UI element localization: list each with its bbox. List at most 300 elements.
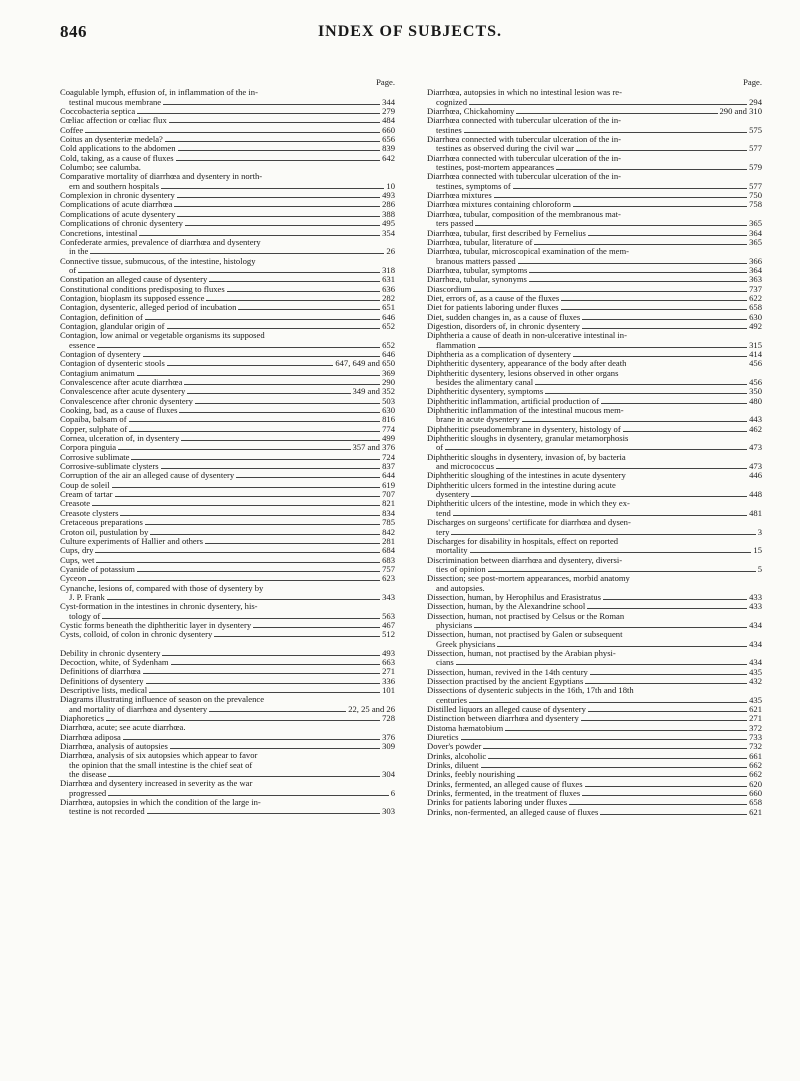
entry-page-ref: 364: [749, 227, 762, 238]
page-header: [60, 22, 760, 42]
dot-leader: [209, 711, 346, 712]
entry-continuation: testines as observed during the civil war: [436, 143, 574, 154]
index-entry: [427, 481, 762, 500]
entry-text: Corrosive sublimate: [60, 451, 130, 462]
entry-page-ref: 15: [753, 545, 762, 556]
entry-text: Cynanche, lesions of, compared with those of dysentery by: [60, 582, 264, 593]
entry-text: Cretaceous preparations: [60, 517, 143, 528]
dot-leader: [177, 216, 380, 217]
entry-text: Diarrhœa, analysis of six autopsies which appear to favor: [60, 750, 258, 761]
entry-page-ref: 304: [382, 769, 395, 780]
entry-text: Diphtheritic inflammation of the intestinal mucous mem-: [427, 405, 624, 416]
entry-text: Diarrhœa, tubular, microscopical examination of the mem-: [427, 246, 630, 257]
dot-leader: [181, 440, 380, 441]
dot-leader: [171, 664, 381, 665]
entry-text: Diet, errors of, as a cause of the fluxes: [427, 292, 560, 303]
dot-leader: [78, 272, 380, 273]
entry-continuation: progressed: [69, 787, 107, 798]
dot-leader: [150, 534, 380, 535]
dot-leader: [601, 403, 747, 404]
dot-leader: [561, 309, 748, 310]
dot-leader: [494, 197, 747, 198]
entry-page-ref: 619: [382, 479, 395, 490]
entry-page-ref: 10: [386, 180, 395, 191]
entry-text: Coffee: [60, 124, 84, 135]
entry-page-ref: 621: [749, 806, 762, 817]
dot-leader: [474, 627, 747, 628]
entry-text: Cream of tartar: [60, 489, 113, 500]
entry-text: Cold, taking, as a cause of fluxes: [60, 152, 174, 163]
entry-continuation: branous matters passed: [436, 255, 516, 266]
dot-leader: [147, 813, 380, 814]
dot-leader: [102, 618, 380, 619]
entry-page-ref: 434: [749, 657, 762, 668]
entry-text: Dissections of dysenteric subjects in the 16th, 17th and 18th: [427, 685, 634, 696]
dot-leader: [585, 683, 747, 684]
entry-page-ref: 683: [382, 554, 395, 565]
dot-leader: [108, 776, 380, 777]
entry-page-ref: 363: [749, 274, 762, 285]
entry-text: Debility in chronic dysentery: [60, 647, 161, 658]
dot-leader: [139, 235, 380, 236]
entry-continuation: and autopsies.: [436, 582, 485, 593]
entry-page-ref: 658: [749, 302, 762, 313]
entry-page-ref: 630: [382, 405, 395, 416]
entry-page-ref: 660: [749, 788, 762, 799]
entry-text: Diarrhœa, acute; see acute diarrhœa.: [60, 722, 186, 733]
entry-page-ref: 493: [382, 190, 395, 201]
index-entry: [427, 453, 762, 472]
entry-text: Contagion, definition of: [60, 311, 143, 322]
index-entry: [60, 537, 395, 546]
entry-text: Cornea, ulceration of, in dysentery: [60, 433, 180, 444]
dot-leader: [600, 814, 747, 815]
entry-page-ref: 318: [382, 264, 395, 275]
entry-page-ref: 432: [749, 676, 762, 686]
dot-leader: [573, 206, 747, 207]
entry-continuation: the opinion that the small intestine is the chief seat of: [69, 759, 253, 770]
entry-page-ref: 456: [749, 377, 762, 387]
entry-page-ref: 636: [382, 283, 395, 294]
entry-text: Diarrhœa, tubular, first described by Fernelius: [427, 227, 586, 238]
entry-text: Culture experiments of Hallier and others: [60, 535, 203, 546]
entry-page-ref: 315: [749, 339, 762, 350]
entry-text: Contagion, bioplasm its supposed essence: [60, 292, 205, 303]
dot-leader: [129, 421, 381, 422]
entry-page-ref: 290 and 310: [719, 106, 762, 117]
dot-leader: [85, 132, 380, 133]
entry-continuation: of: [69, 264, 77, 275]
entry-text: Drinks, diluent: [427, 760, 479, 771]
entry-text: Diphtheritic sloughs in dysentery, granular metamorphosis: [427, 433, 629, 444]
page-number: 846: [60, 22, 87, 41]
dot-leader: [108, 795, 388, 796]
entry-page-ref: 435: [749, 694, 762, 705]
entry-page-ref: 443: [749, 414, 762, 425]
index-entry: [427, 275, 762, 284]
entry-text: Columbo; see calumba.: [60, 162, 141, 173]
entry-text: Contagion of dysentery: [60, 348, 141, 359]
entry-text: Diarrhœa mixtures containing chloroform: [427, 199, 571, 210]
index-entry: [60, 546, 395, 555]
entry-page-ref: 414: [749, 348, 762, 359]
index-entry: [427, 247, 762, 266]
dot-leader: [545, 393, 747, 394]
dot-leader: [145, 319, 380, 320]
entry-page-ref: 732: [749, 741, 762, 752]
entry-page-ref: 492: [749, 320, 762, 331]
dot-leader: [179, 412, 380, 413]
entry-text: Dissection, human, not practised by Celsus or the Roman: [427, 610, 625, 621]
entry-page-ref: 758: [749, 199, 762, 210]
entry-page-ref: 3: [757, 526, 762, 537]
entry-text: Coagulable lymph, effusion of, in inflammation of the in-: [60, 87, 258, 98]
entry-page-ref: 480: [749, 395, 762, 406]
index-entry: [427, 331, 762, 350]
index-entry: [60, 779, 395, 798]
dot-leader: [137, 375, 380, 376]
index-entry: [427, 406, 762, 425]
entry-page-ref: 349 and 352: [352, 386, 395, 397]
entry-text: Contagium animatum: [60, 367, 135, 378]
entry-text: Corruption of the air an alleged cause of dysentery: [60, 470, 235, 481]
entry-page-ref: 271: [749, 713, 762, 724]
entry-page-ref: 563: [382, 610, 395, 621]
index-entry: [427, 116, 762, 135]
entry-text: Dissection, human, not practised by Galen or subsequent: [427, 629, 623, 640]
entry-text: Coup de soleil: [60, 479, 110, 490]
entry-page-ref: 621: [749, 704, 762, 715]
index-entry: [60, 630, 395, 639]
entry-text: Complications of acute dysentery: [60, 208, 176, 219]
entry-continuation: testinal mucous membrane: [69, 96, 162, 107]
entry-continuation: ters passed: [436, 218, 474, 229]
entry-text: Convalescence after acute diarrhœa: [60, 377, 183, 387]
dot-leader: [137, 571, 380, 572]
entry-page-ref: 448: [749, 489, 762, 500]
index-entry: [427, 574, 762, 593]
entry-text: Drinks, alcoholic: [427, 750, 487, 761]
dot-leader: [473, 291, 747, 292]
dot-leader: [585, 786, 748, 787]
dot-leader: [518, 263, 747, 264]
dot-leader: [149, 692, 380, 693]
entry-page-ref: 350: [749, 386, 762, 397]
entry-text: Diarrhœa, tubular, composition of the membranous mat-: [427, 208, 621, 219]
index-entry: [427, 686, 762, 705]
dot-leader: [115, 496, 381, 497]
entry-continuation: of: [436, 442, 444, 453]
entry-text: Corrosive-sublimate clysters: [60, 461, 159, 472]
dot-leader: [587, 608, 747, 609]
index-entry: [427, 154, 762, 173]
entry-page-ref: 647, 649 and 650: [335, 358, 395, 369]
dot-leader: [167, 328, 381, 329]
entry-text: Diaphoretics: [60, 713, 104, 724]
entry-text: Corpora pinguia: [60, 442, 117, 453]
dot-leader: [131, 459, 380, 460]
index-entry: [427, 724, 762, 733]
entry-page-ref: 473: [749, 442, 762, 453]
dot-leader: [464, 132, 747, 133]
dot-leader: [582, 328, 747, 329]
entry-page-ref: 495: [382, 218, 395, 229]
entry-continuation: Greek physicians: [436, 638, 496, 649]
entry-text: Contagion, glandular origin of: [60, 320, 165, 331]
page-column-label: Page.: [376, 77, 395, 87]
entry-text: Drinks, fermented, an alleged cause of fluxes: [427, 778, 583, 789]
dot-leader: [238, 309, 380, 310]
entry-page-ref: 757: [382, 563, 395, 574]
dot-leader: [623, 431, 747, 432]
entry-continuation: and micrococcus: [436, 461, 494, 472]
index-entry: [60, 751, 395, 779]
dot-leader: [112, 487, 380, 488]
entry-page-ref: 642: [382, 152, 395, 163]
entry-text: Discharges on surgeons' certificate for diarrhœa and dysen-: [427, 517, 631, 528]
entry-page-ref: 365: [749, 236, 762, 247]
entry-page-ref: 357 and 376: [352, 442, 395, 453]
dot-leader: [517, 776, 747, 777]
entry-page-ref: 684: [382, 545, 395, 556]
entry-text: Cups, wet: [60, 554, 95, 565]
index-entry: [427, 210, 762, 229]
entry-text: Complications of acute diarrhœa: [60, 199, 173, 210]
entry-text: Copper, sulphate of: [60, 423, 128, 434]
dot-leader: [529, 272, 747, 273]
entry-text: Drinks, fermented, in the treatment of fluxes: [427, 788, 581, 799]
index-entry: [60, 331, 395, 350]
dot-leader: [453, 515, 747, 516]
entry-text: Confederate armies, prevalence of diarrhœa and dysentery: [60, 236, 261, 247]
entry-text: Dissection, human, not practised by the Arabian physi-: [427, 647, 616, 658]
entry-text: Contagion of dysenteric stools: [60, 358, 165, 369]
dot-leader: [497, 646, 747, 647]
dot-leader: [581, 720, 747, 721]
entry-page-ref: 435: [749, 666, 762, 677]
entry-page-ref: 728: [382, 713, 395, 724]
index-entry: [427, 808, 762, 817]
entry-text: Definitions of diarrhœa: [60, 666, 141, 677]
index-entry: [60, 584, 395, 603]
dot-leader: [478, 347, 747, 348]
entry-page-ref: 733: [749, 732, 762, 743]
dot-leader: [582, 319, 747, 320]
dot-leader: [561, 300, 747, 301]
entry-page-ref: 446: [749, 470, 762, 481]
index-entry: [427, 630, 762, 649]
entry-page-ref: 462: [749, 423, 762, 434]
entry-page-ref: 26: [386, 246, 395, 257]
entry-text: Cooking, bad, as a cause of fluxes: [60, 405, 178, 416]
entry-text: Drinks, non-fermented, an alleged cause of fluxes: [427, 806, 599, 817]
dot-leader: [573, 356, 747, 357]
entry-page-ref: 623: [382, 573, 395, 584]
entry-text: Descriptive lists, medical: [60, 685, 148, 695]
entry-page-ref: 294: [749, 96, 762, 107]
dot-leader: [227, 291, 380, 292]
entry-text: Diagrams illustrating influence of season on the prevalence: [60, 694, 265, 705]
entry-text: Diphtheritic dysentery, lesions observed in other organs: [427, 367, 619, 378]
entry-text: Cœliac affection or cœliac flux: [60, 115, 167, 126]
index-entry: [427, 172, 762, 191]
index-entry: [427, 499, 762, 518]
dot-leader: [206, 300, 380, 301]
entry-text: Diet for patients laboring under fluxes: [427, 302, 559, 313]
entry-page-ref: 481: [749, 507, 762, 518]
entry-text: Distoma hæmatobium: [427, 722, 504, 733]
dot-leader: [123, 739, 380, 740]
entry-page-ref: 839: [382, 143, 395, 154]
dot-leader: [456, 664, 747, 665]
entry-page-ref: 652: [382, 320, 395, 331]
dot-leader: [522, 421, 747, 422]
entry-text: Diphtheria as a complication of dysentery: [427, 348, 571, 359]
entry-text: Diarrhœa, autopsies in which no intestinal lesion was re-: [427, 87, 622, 98]
entry-page-ref: 662: [749, 769, 762, 780]
dot-leader: [161, 188, 384, 189]
dot-leader: [176, 160, 381, 161]
entry-text: Diarrhœa connected with tubercular ulceration of the in-: [427, 134, 621, 145]
entry-page-ref: 737: [749, 283, 762, 294]
entry-continuation: ties of opinion: [436, 563, 486, 574]
entry-page-ref: 577: [749, 143, 762, 154]
index-entry: [60, 471, 395, 480]
entry-page-ref: 6: [390, 787, 395, 798]
entry-text: Diarrhœa, analysis of autopsies: [60, 741, 168, 752]
dot-leader: [590, 674, 747, 675]
dot-leader: [195, 403, 380, 404]
dot-leader: [534, 244, 747, 245]
entry-page-ref: 631: [382, 274, 395, 285]
entry-text: Diarrhœa, tubular, literature of: [427, 236, 533, 247]
entry-text: Diarrhœa mixtures: [427, 190, 492, 201]
dot-leader: [92, 505, 380, 506]
entry-continuation: essence: [69, 339, 96, 350]
dot-leader: [205, 543, 380, 544]
dot-leader: [469, 104, 747, 105]
dot-leader: [146, 683, 381, 684]
entry-text: Complexion in chronic dysentery: [60, 190, 175, 201]
entry-continuation: and mortality of diarrhœa and dysentery: [69, 703, 208, 714]
dot-leader: [214, 636, 380, 637]
dot-leader: [88, 580, 380, 581]
index-entry: [60, 116, 395, 125]
dot-leader: [588, 711, 747, 712]
entry-text: Creasote: [60, 498, 91, 509]
index-entry: [60, 798, 395, 817]
entry-text: Diarrhœa, Chickahominy: [427, 106, 515, 117]
dot-leader: [161, 468, 381, 469]
dot-leader: [471, 496, 747, 497]
entry-page-ref: 620: [749, 778, 762, 789]
dot-leader: [451, 534, 755, 535]
dot-leader: [143, 356, 380, 357]
entry-text: Decoction, white, of Sydenham: [60, 656, 169, 667]
entry-page-ref: 286: [382, 199, 395, 210]
index-entry: [60, 238, 395, 257]
entry-text: Drinks for patients laboring under fluxes: [427, 797, 568, 808]
entry-continuation: physicians: [436, 619, 473, 630]
dot-leader: [582, 795, 747, 796]
dot-leader: [516, 113, 717, 114]
entry-text: Definitions of dysentery: [60, 675, 144, 686]
entry-text: Diphtheritic sloughing of the intestines in acute dysentery: [427, 470, 626, 481]
entry-page-ref: 344: [382, 96, 395, 107]
entry-page-ref: 661: [749, 750, 762, 761]
index-entry: [427, 556, 762, 575]
dot-leader: [174, 206, 380, 207]
entry-page-ref: 652: [382, 339, 395, 350]
entry-page-ref: 388: [382, 208, 395, 219]
index-entry: [60, 88, 395, 107]
entry-text: Dissection, human, revived in the 14th century: [427, 666, 588, 677]
dot-leader: [535, 384, 747, 385]
dot-leader: [107, 599, 380, 600]
entry-text: Comparative mortality of diarrhœa and dysentery in north-: [60, 171, 263, 182]
entry-text: Diarrhœa, tubular, symptoms: [427, 264, 528, 275]
dot-leader: [162, 655, 380, 656]
entry-page-ref: 834: [382, 507, 395, 518]
entry-page-ref: 282: [382, 292, 395, 303]
entry-page-ref: 646: [382, 311, 395, 322]
entry-page-ref: 837: [382, 461, 395, 472]
entry-continuation: tology of: [69, 610, 101, 621]
entry-page-ref: 336: [382, 675, 395, 686]
entry-page-ref: 707: [382, 489, 395, 500]
index-entry: [60, 490, 395, 499]
entry-page-ref: 376: [382, 731, 395, 742]
entry-continuation: tery: [436, 526, 450, 537]
entry-page-ref: 290: [382, 377, 395, 387]
index-entry: [60, 695, 395, 714]
index-entry: [427, 135, 762, 154]
entry-continuation: testines: [436, 124, 462, 135]
entry-continuation: dysentery: [436, 489, 470, 500]
dot-leader: [445, 449, 747, 450]
entry-page-ref: 372: [749, 722, 762, 733]
entry-text: Diuretics: [427, 732, 459, 743]
entry-continuation: testine is not recorded: [69, 806, 145, 817]
entry-page-ref: 365: [749, 218, 762, 229]
entry-page-ref: 724: [382, 451, 395, 462]
entry-page-ref: 660: [382, 124, 395, 135]
dot-leader: [187, 393, 350, 394]
dot-leader: [145, 524, 380, 525]
dot-leader: [588, 235, 747, 236]
index-column-left: [60, 78, 395, 817]
dot-leader: [96, 562, 380, 563]
index-entry: [60, 602, 395, 621]
entry-text: Diphtheria a cause of death in non-ulcerative intestinal in-: [427, 330, 627, 341]
index-column-right: [427, 78, 762, 817]
entry-text: Distinction between diarrhœa and dysentery: [427, 713, 579, 724]
entry-page-ref: 433: [749, 591, 762, 602]
dot-leader: [170, 748, 380, 749]
running-title: INDEX OF SUBJECTS.: [317, 23, 503, 40]
entry-page-ref: 366: [749, 255, 762, 266]
dot-leader: [470, 552, 752, 553]
dot-leader: [163, 104, 380, 105]
entry-continuation: flammation: [436, 339, 476, 350]
entry-page-ref: 575: [749, 124, 762, 135]
index-entry: [427, 434, 762, 453]
entry-page-ref: 343: [382, 591, 395, 602]
entry-page-ref: 750: [749, 190, 762, 201]
entry-text: Dissection, human, by the Alexandrine school: [427, 601, 586, 612]
entry-continuation: tend: [436, 507, 451, 518]
entry-text: Drinks, feebly nourishing: [427, 769, 516, 780]
